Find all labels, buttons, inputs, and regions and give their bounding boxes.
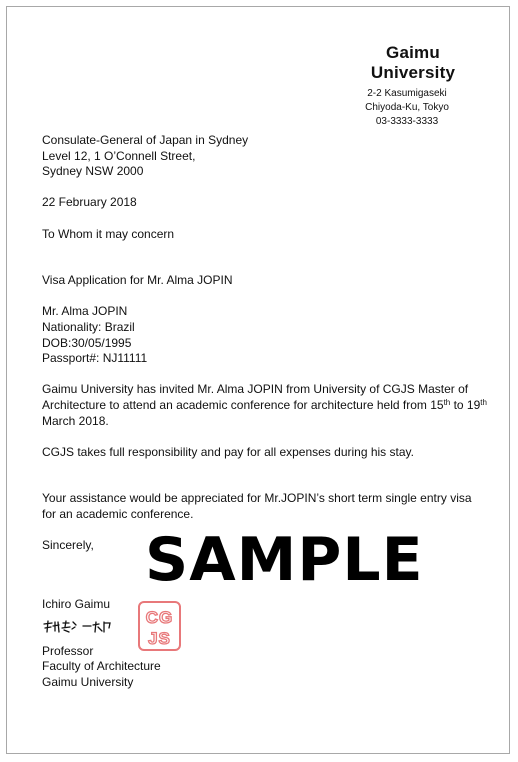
- letter-body: [42, 133, 487, 554]
- svg-text:JS: JS: [148, 629, 171, 648]
- signatory-title: Professor: [42, 643, 94, 658]
- applicant-dob: DOB:30/05/1995: [42, 335, 132, 350]
- letter-date: 22 February 2018: [42, 195, 137, 210]
- recipient-line-1: Consulate-General of Japan in Sydney: [42, 133, 249, 147]
- recipient-line-2: Level 12, 1 O’Connell Street,: [42, 148, 196, 163]
- letterhead: [332, 43, 482, 129]
- request-paragraph: Your assistance would be appreciated for Mr.JOPIN’s short term single entry visa for an academic conference.: [42, 491, 472, 521]
- applicant-nationality: Nationality: Brazil: [42, 319, 135, 334]
- cgjs-stamp: [138, 601, 181, 651]
- phone-number: 03-3333-3333: [375, 116, 439, 127]
- subject-line: Visa Application for Mr. Alma JOPIN: [42, 273, 233, 288]
- address-line-2: Chiyoda-Ku, Tokyo: [365, 102, 449, 113]
- sample-watermark: SAMPLE: [145, 525, 424, 595]
- svg-text:CG: CG: [145, 608, 174, 627]
- applicant-name: Mr. Alma JOPIN: [42, 304, 128, 319]
- closing: Sincerely,: [42, 538, 94, 553]
- handwritten-signature: [42, 619, 114, 635]
- invitation-paragraph: Gaimu University has invited Mr. Alma JOPIN from University of CGJS Master of Architecture to attend an academic conference for architecture held from 15th to 19th March 2018.: [42, 382, 487, 428]
- responsibility-paragraph: CGJS takes full responsibility and pay for all expenses during his stay.: [42, 444, 414, 459]
- cgjs-stamp-icon: [140, 603, 179, 649]
- signatory-institution: Gaimu University: [42, 674, 134, 689]
- recipient-line-3: Sydney NSW 2000: [42, 164, 144, 179]
- signatory-faculty: Faculty of Architecture: [42, 659, 161, 674]
- applicant-passport: Passport#: NJ11111: [42, 351, 148, 366]
- salutation: To Whom it may concern: [42, 226, 175, 241]
- university-name: Gaimu University: [370, 43, 456, 82]
- letter-page: [6, 6, 510, 754]
- address-line-1: 2-2 Kasumigaseki: [367, 88, 447, 99]
- signatory-name: Ichiro Gaimu: [42, 597, 111, 611]
